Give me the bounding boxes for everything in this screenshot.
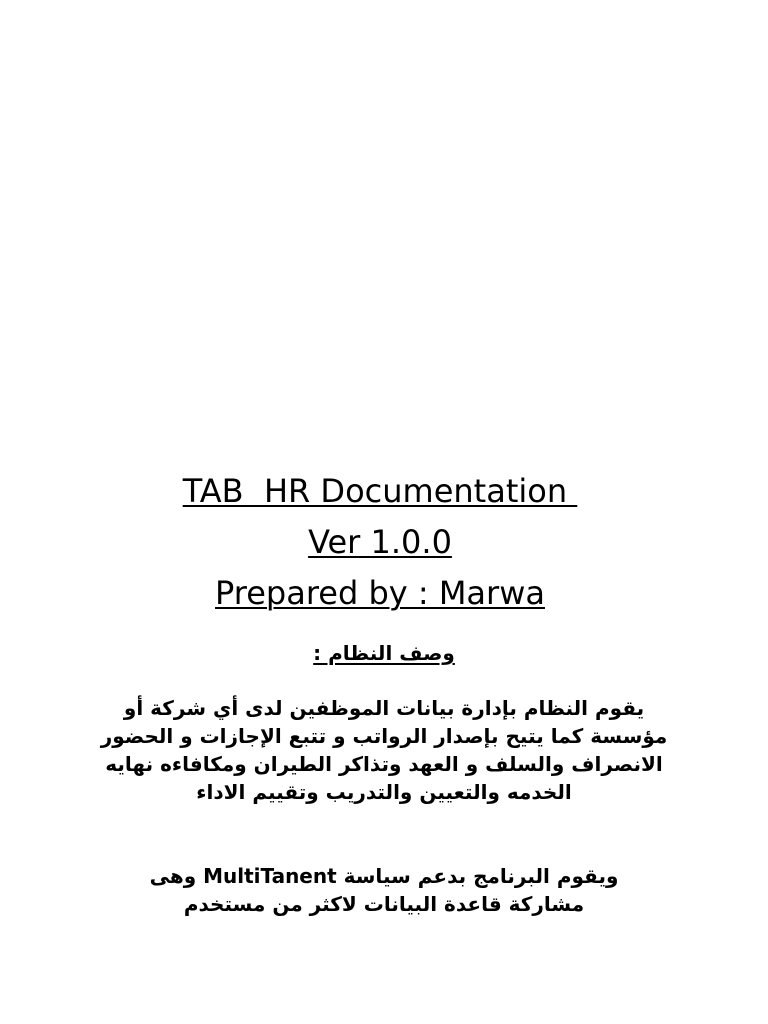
system-description-paragraph: يقوم النظام بإدارة بيانات الموظفين لدى أي شركة أو مؤسسة كما يتيح بإصدار الرواتب و تتبع الإجازات و الحضور الانصراف والسلف و العهد وتذاكر الطيران ومكافاءه نهايه الخدمه والتعيين والتدريب وتقييم الاداء xyxy=(100,696,668,804)
version-label: Ver 1.0.0 xyxy=(308,523,452,561)
system-description-heading: وصف النظام : xyxy=(313,641,455,665)
document-title: TAB HR Documentation xyxy=(182,472,578,510)
multitenant-paragraph: ويقوم البرنامج بدعم سياسة MultiTanent وهى مشاركة قاعدة البيانات لاكثر من مستخدم xyxy=(149,864,619,916)
author-label: Prepared by : Marwa xyxy=(215,574,545,612)
title-block xyxy=(0,466,760,619)
